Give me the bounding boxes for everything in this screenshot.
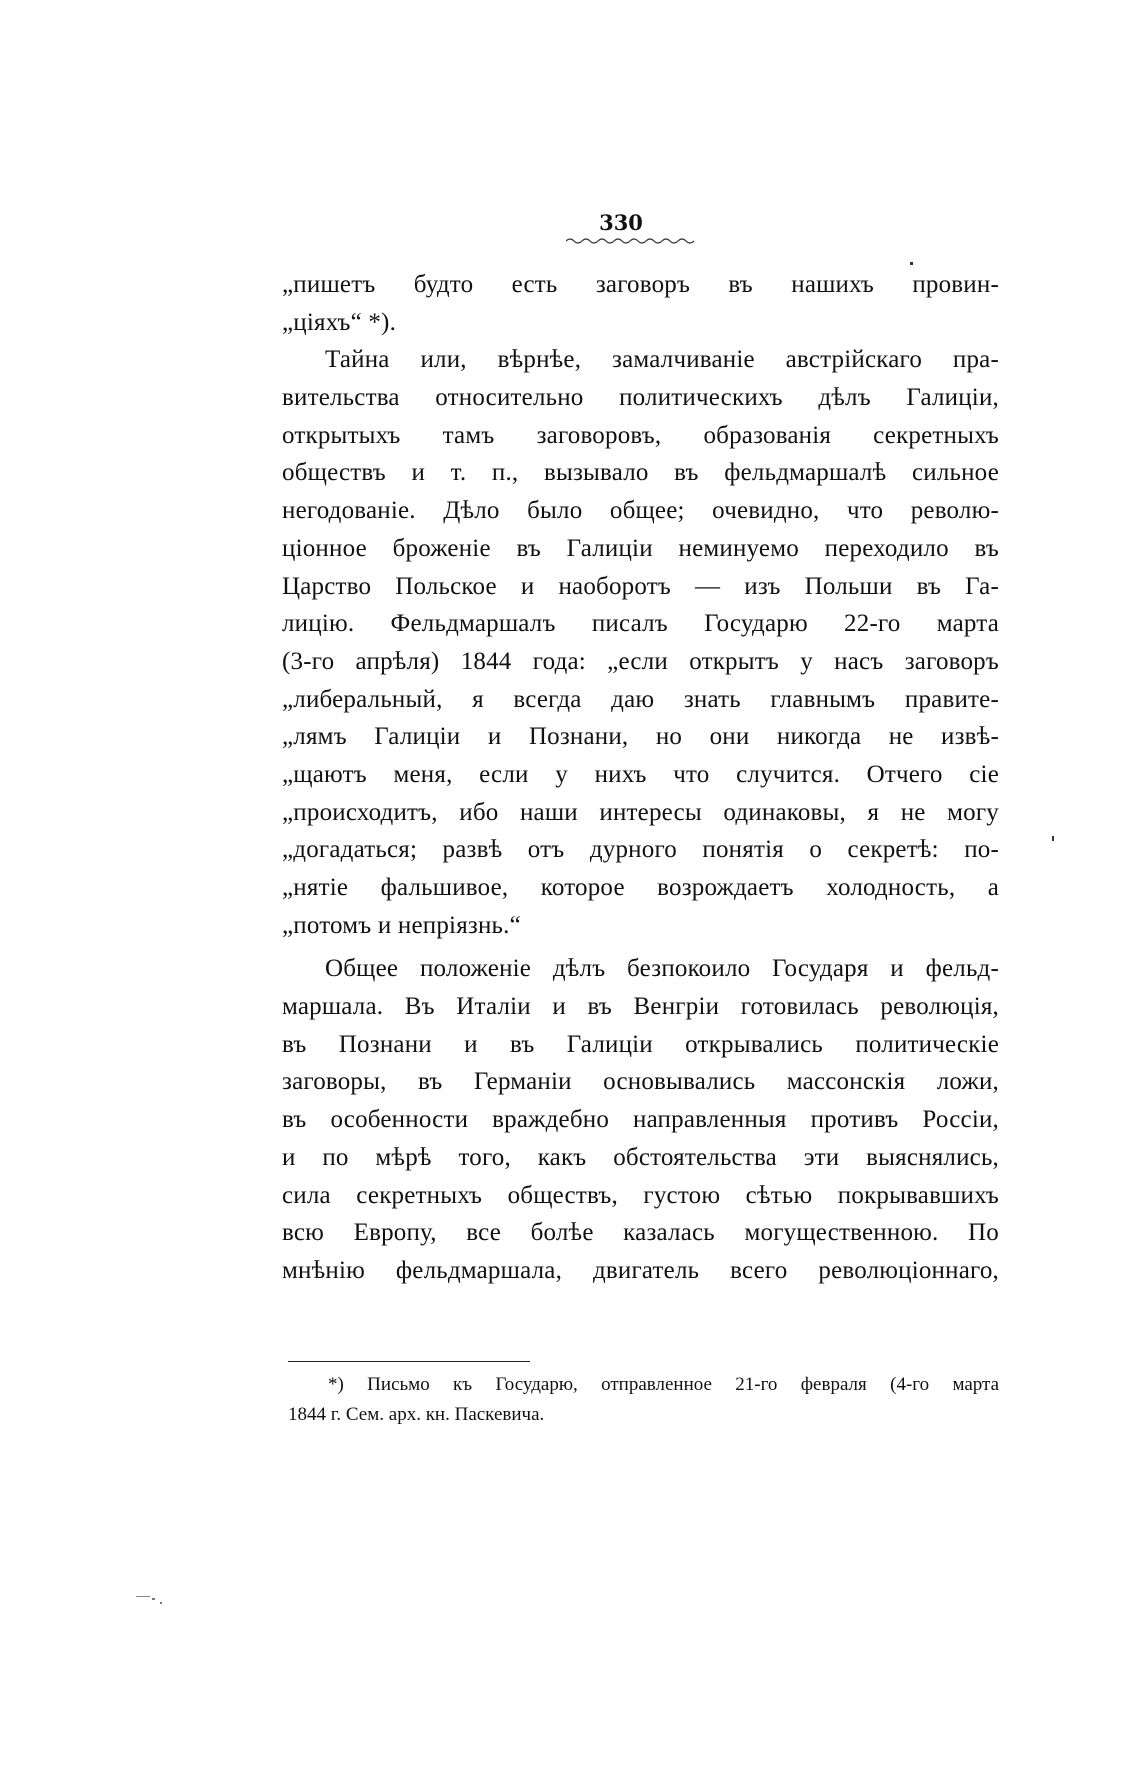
main-text — [282, 266, 999, 1290]
text-line: „догадаться; развѣ отъ дурного понятія о секретѣ: по- — [282, 836, 999, 864]
text-line: лицію. Фельдмаршалъ писалъ Государю 22-го марта — [282, 610, 999, 638]
text-line: сила секретныхъ обществъ, густою сѣтью покрывавшихъ — [282, 1181, 999, 1209]
scan-speck — [152, 1598, 155, 1600]
text-line: въ особенности враждебно направленныя противъ Россіи, — [282, 1106, 999, 1134]
footnote — [288, 1370, 999, 1430]
text-line: „лямъ Галиціи и Познани, но они никогда не извѣ- — [282, 723, 999, 751]
text-line: „происходитъ, ибо наши интересы одинаковы, я не могу — [282, 798, 999, 826]
text-line: „ціяхъ“ *). — [282, 308, 397, 336]
text-line: ціонное броженіе въ Галиціи неминуемо переходило въ — [282, 534, 999, 562]
text-line: заговоры, въ Германіи основывались массонскія ложи, — [282, 1068, 999, 1096]
footnote-divider — [288, 1361, 530, 1362]
text-line: „потомъ и непріязнь.“ — [282, 911, 521, 939]
text-line: Царство Польское и наоборотъ — изъ Польши въ Га- — [282, 572, 999, 600]
footnote-line: 1844 г. Сем. арх. кн. Паскевича. — [288, 1404, 545, 1425]
text-line: „либеральный, я всегда даю знать главнымъ правите- — [282, 685, 999, 713]
text-line: маршала. Въ Италіи и въ Венгріи готовилась революція, — [282, 993, 999, 1021]
text-line: (3-го апрѣля) 1844 года: „если открытъ у насъ заговоръ — [282, 647, 999, 675]
scan-speck — [136, 1596, 150, 1597]
text-line: обществъ и т. п., вызывало въ фельдмаршалѣ сильное — [282, 459, 999, 487]
text-line: всю Европу, все болѣе казалась могущественною. По — [282, 1219, 999, 1247]
text-line: „нятіе фальшивое, которое возрождаетъ холодность, а — [282, 874, 999, 901]
text-line: „щаютъ меня, если у нихъ что случится. Отчего сіе — [282, 760, 999, 788]
text-line: въ Познани и въ Галиціи открывались политическіе — [282, 1030, 999, 1058]
page-number-ornament — [566, 236, 694, 244]
text-line: и по мѣрѣ того, какъ обстоятельства эти выяснялись, — [282, 1143, 999, 1171]
scan-speck — [160, 1602, 162, 1604]
text-line: „пишетъ будто есть заговоръ въ нашихъ провин- — [282, 271, 999, 298]
text-line: мнѣнію фельдмаршала, двигатель всего революціоннаго, — [282, 1256, 999, 1284]
text-line: вительства относительно политическихъ дѣлъ Галиціи, — [282, 384, 999, 412]
scan-speck — [910, 262, 913, 265]
text-line: негодованіе. Дѣло было общее; очевидно, что револю- — [282, 497, 999, 525]
text-line: Общее положеніе дѣлъ безпокоило Государя и фельд- — [325, 955, 999, 983]
scan-speck — [1052, 836, 1054, 841]
page-number: 330 — [599, 210, 643, 235]
text-line: открытыхъ тамъ заговоровъ, образованія секретныхъ — [282, 421, 999, 449]
text-line: Тайна или, вѣрнѣе, замалчиваніе австрійскаго пра- — [325, 346, 999, 374]
footnote-line: *) Письмо къ Государю, отправленное 21-го февраля (4-го марта — [328, 1374, 999, 1395]
